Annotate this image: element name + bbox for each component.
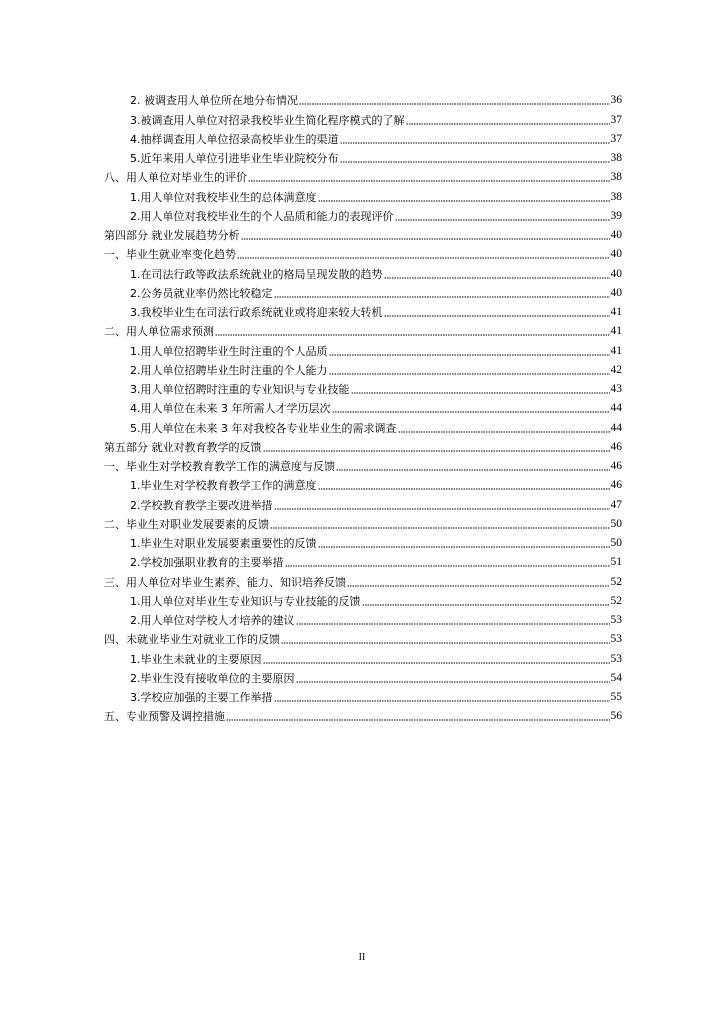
toc-entry-title: 3.被调查用人单位对招录我校毕业生简化程序模式的了解 (130, 113, 405, 127)
toc-leader-dots (270, 517, 610, 529)
toc-entry-title: 四、未就业毕业生对就业工作的反馈 (104, 633, 280, 647)
toc-entry[interactable] (104, 531, 622, 550)
toc-entry[interactable] (104, 454, 622, 473)
toc-entry-page: 38 (610, 152, 622, 164)
toc-entry[interactable] (104, 184, 622, 203)
toc-entry-page: 52 (610, 594, 622, 607)
toc-entry-page: 38 (610, 190, 622, 203)
toc-entry-title: 2.毕业生没有接收单位的主要原因 (130, 671, 295, 685)
toc-entry-title: 1.用人单位招聘毕业生时注重的个人品质 (130, 344, 328, 358)
table-of-contents (104, 88, 622, 723)
toc-leader-dots (318, 536, 610, 548)
toc-entry[interactable] (104, 127, 622, 146)
toc-entry-title: 1.毕业生对职业发展要素重要性的反馈 (130, 537, 317, 550)
toc-entry[interactable] (104, 473, 622, 492)
toc-entry[interactable] (104, 492, 622, 511)
toc-entry[interactable] (104, 300, 622, 319)
toc-entry-page: 51 (610, 556, 622, 569)
page-number: II (358, 952, 366, 963)
toc-entry[interactable] (104, 646, 622, 665)
toc-leader-dots (318, 478, 610, 490)
toc-leader-dots (274, 690, 610, 702)
toc-entry-title: 2. 被调查用人单位所在地分布情况 (130, 94, 298, 108)
toc-leader-dots (384, 305, 610, 317)
toc-entry-title: 5.近年来用人单位引进毕业生毕业院校分布 (130, 152, 339, 165)
toc-entry-title: 1.毕业生对学校教育教学工作的满意度 (130, 479, 317, 493)
toc-leader-dots (395, 209, 610, 221)
toc-entry-title: 2.学校加强职业教育的主要举措 (130, 556, 284, 570)
toc-leader-dots (296, 671, 610, 683)
toc-leader-dots (296, 613, 610, 625)
toc-entry[interactable] (104, 281, 622, 300)
toc-leader-dots (329, 344, 610, 356)
toc-entry-page: 37 (610, 132, 622, 145)
toc-entry-page: 50 (610, 537, 622, 549)
toc-entry-page: 38 (610, 171, 622, 184)
toc-entry[interactable] (104, 358, 622, 377)
toc-entry-page: 46 (610, 440, 622, 453)
toc-entry-page: 55 (610, 691, 622, 703)
toc-entry-title: 一、毕业生就业率变化趋势 (104, 248, 236, 262)
toc-leader-dots (248, 170, 610, 182)
toc-entry-title: 2.学校教育教学主要改进举措 (130, 498, 273, 512)
toc-entry[interactable] (104, 242, 622, 261)
toc-entry-page: 43 (610, 383, 622, 395)
toc-entry-page: 44 (610, 402, 622, 415)
toc-entry-page: 50 (610, 517, 622, 530)
toc-entry-title: 第四部分 就业发展趋势分析 (104, 229, 240, 242)
toc-leader-dots (263, 652, 610, 664)
toc-entry[interactable] (104, 589, 622, 608)
toc-leader-dots (285, 555, 610, 567)
toc-entry-page: 41 (610, 306, 622, 318)
toc-entry-page: 53 (610, 633, 622, 646)
toc-entry-title: 2.用人单位招聘毕业生时注重的个人能力 (130, 363, 328, 377)
toc-leader-dots (274, 498, 610, 510)
toc-entry-page: 54 (610, 671, 622, 684)
toc-entry-page: 52 (610, 575, 622, 588)
toc-entry-title: 3.我校毕业生在司法行政系统就业或将迎来较大转机 (130, 306, 383, 319)
toc-entry[interactable] (104, 261, 622, 280)
toc-leader-dots (226, 709, 610, 721)
toc-entry[interactable] (104, 223, 622, 242)
toc-entry[interactable] (104, 396, 622, 415)
toc-entry-page: 40 (610, 286, 622, 299)
toc-entry-title: 2.用人单位对学校人才培养的建议 (130, 614, 295, 627)
toc-leader-dots (384, 267, 610, 279)
toc-entry-page: 37 (610, 113, 622, 126)
toc-leader-dots (340, 132, 610, 144)
toc-entry[interactable] (104, 435, 622, 454)
toc-entry-page: 47 (610, 498, 622, 511)
toc-entry-title: 3.用人单位招聘时注重的专业知识与专业技能 (130, 383, 350, 396)
toc-leader-dots (332, 401, 610, 413)
toc-entry-page: 40 (610, 267, 622, 280)
toc-leader-dots (406, 113, 610, 125)
toc-leader-dots (398, 421, 610, 433)
toc-leader-dots (263, 440, 610, 452)
toc-entry-page: 44 (610, 421, 622, 434)
toc-entry-title: 3.学校应加强的主要工作举措 (130, 691, 273, 704)
toc-entry-page: 46 (610, 460, 622, 472)
toc-entry[interactable] (104, 415, 622, 434)
toc-entry-page: 42 (610, 363, 622, 376)
toc-leader-dots (241, 228, 610, 240)
toc-entry-title: 2.用人单位对我校毕业生的个人品质和能力的表现评价 (130, 209, 394, 223)
toc-entry-title: 三、用人单位对毕业生素养、能力、知识培养反馈 (104, 575, 346, 589)
toc-entry-title: 一、毕业生对学校教育教学工作的满意度与反馈 (104, 460, 335, 473)
toc-entry-title: 第五部分 就业对教育教学的反馈 (104, 440, 262, 454)
toc-entry[interactable] (104, 685, 622, 704)
toc-entry-title: 1.用人单位对我校毕业生的总体满意度 (130, 190, 317, 204)
toc-leader-dots (351, 382, 610, 394)
toc-entry[interactable] (104, 666, 622, 685)
toc-entry-title: 八、用人单位对毕业生的评价 (104, 171, 247, 185)
toc-entry[interactable] (104, 512, 622, 531)
toc-leader-dots (336, 459, 610, 471)
toc-entry-page: 46 (610, 479, 622, 492)
toc-entry-page: 53 (610, 652, 622, 665)
toc-leader-dots (274, 286, 610, 298)
toc-entry-title: 4.用人单位在未来 3 年所需人才学历层次 (130, 402, 331, 416)
toc-entry-page: 53 (610, 614, 622, 626)
toc-entry-title: 二、用人单位需求预测 (104, 325, 214, 339)
toc-leader-dots (281, 632, 610, 644)
toc-entry[interactable] (104, 704, 622, 723)
toc-entry-page: 56 (610, 710, 622, 723)
toc-entry-page: 40 (610, 248, 622, 261)
toc-leader-dots (347, 575, 610, 587)
toc-entry[interactable] (104, 107, 622, 126)
toc-leader-dots (299, 93, 610, 105)
toc-entry[interactable] (104, 627, 622, 646)
toc-entry[interactable] (104, 88, 622, 107)
toc-leader-dots (215, 324, 610, 336)
toc-entry-page: 36 (610, 94, 622, 107)
toc-leader-dots (237, 247, 610, 259)
toc-entry-page: 39 (610, 209, 622, 222)
toc-entry-title: 4.抽样调查用人单位招录高校毕业生的渠道 (130, 132, 339, 146)
toc-entry-page: 40 (610, 229, 622, 241)
toc-entry-title: 1.毕业生未就业的主要原因 (130, 652, 262, 666)
toc-entry-title: 1.在司法行政等政法系统就业的格局呈现发散的趋势 (130, 267, 383, 281)
toc-entry-page: 41 (610, 344, 622, 357)
toc-entry[interactable] (104, 204, 622, 223)
toc-entry-title: 2.公务员就业率仍然比较稳定 (130, 286, 273, 300)
toc-entry[interactable] (104, 146, 622, 165)
toc-entry[interactable] (104, 377, 622, 396)
toc-leader-dots (340, 151, 610, 163)
toc-entry[interactable] (104, 319, 622, 338)
toc-leader-dots (318, 190, 610, 202)
toc-entry[interactable] (104, 165, 622, 184)
toc-leader-dots (329, 363, 610, 375)
toc-entry[interactable] (104, 338, 622, 357)
toc-entry[interactable] (104, 569, 622, 588)
toc-entry-title: 5.用人单位在未来 3 年对我校各专业毕业生的需求调查 (130, 421, 397, 435)
toc-entry-title: 五、专业预警及调控措施 (104, 710, 225, 724)
toc-entry-page: 41 (610, 325, 622, 338)
toc-entry-title: 二、毕业生对职业发展要素的反馈 (104, 517, 269, 531)
toc-entry[interactable] (104, 550, 622, 569)
toc-leader-dots (362, 594, 610, 606)
toc-entry[interactable] (104, 608, 622, 627)
toc-entry-title: 1.用人单位对毕业生专业知识与专业技能的反馈 (130, 594, 361, 608)
